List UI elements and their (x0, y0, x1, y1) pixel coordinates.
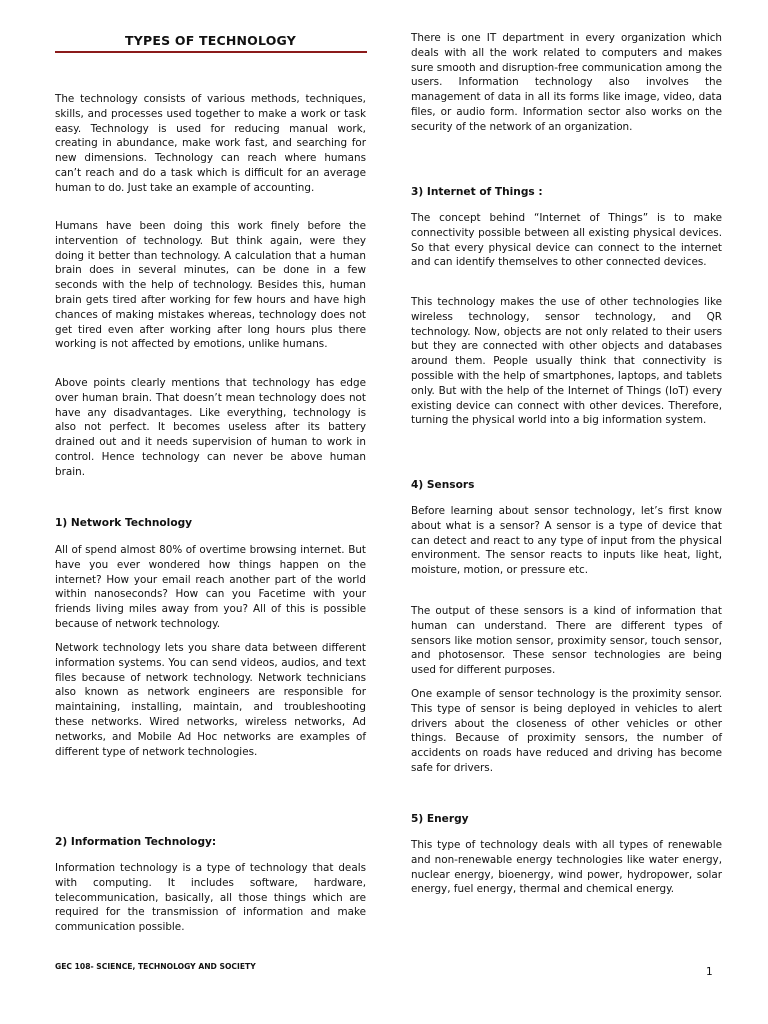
iot-paragraph-2: This technology makes the use of other technologies like wireless technology, sensor technology, and QR technology. Now, objects are not only related to their users but they are connected with other objects and databases around them. People usually think that connectivity is possible with the help of smartphones, laptops, and tablets only. But with the help of the Internet of Things (IoT) every existing device can connect with other devices. Therefore, turning the physical world into a big information system. (411, 296, 722, 427)
energy-paragraph-1: This type of technology deals with all types of renewable and non-renewable energy technologies like water energy, nuclear energy, bioenergy, wind power, hydropower, solar energy, fuel energy, thermal and chemical energy. (411, 839, 722, 896)
page-title: TYPES OF TECHNOLOGY (125, 33, 296, 48)
sensors-paragraph-2: The output of these sensors is a kind of information that human can understand. There are different types of sensors like motion sensor, proximity sensor, touch sensor, and photosensor. These sensor technologies are being used for different purposes. (411, 605, 722, 677)
sensors-paragraph-3: One example of sensor technology is the proximity sensor. This type of sensor is being deployed in vehicles to alert drivers about the closeness of other vehicles or other things. Because of proximity sensors, the number of accidents on roads have reduced and driving has become safe for drivers. (411, 688, 722, 774)
iot-paragraph-1: The concept behind “Internet of Things” is to make connectivity possible between all existing physical devices. So that every physical device can connect to the internet and can identify themselves to other connected devices. (411, 212, 722, 269)
sensors-heading: 4) Sensors (411, 479, 475, 491)
sensors-paragraph-1: Before learning about sensor technology, let’s first know about what is a sensor? A sensor is a type of device that can detect and react to any type of input from the physical environment. The sensor reacts to inputs like heat, light, moisture, motion, or pressure etc. (411, 505, 722, 577)
page-footer: GEC 108- SCIENCE, TECHNOLOGY AND SOCIETY (55, 962, 256, 971)
network-paragraph-2: Network technology lets you share data between different information systems. You can send videos, audios, and text files because of network technology. Network technicians also known as network engineers are responsible for maintaining, installing, maintain, and troubleshooting these networks. Wired networks, wireless networks, Ad networks, and Mobile Ad Hoc networks are examples of different type of network technologies. (55, 642, 366, 758)
intro-paragraph-3: Above points clearly mentions that technology has edge over human brain. That doesn’t mean technology does not have any disadvantages. Like everything, technology is also not perfect. It becomes useless after its battery drained out and it needs supervision of human to work in control. Hence technology can never be above human brain. (55, 377, 366, 478)
internet-of-things-heading: 3) Internet of Things : (411, 186, 543, 198)
information-technology-heading: 2) Information Technology: (55, 836, 217, 848)
information-paragraph-1: Information technology is a type of technology that deals with computing. It includes software, hardware, telecommunication, basically, all those things which are required for the transmission of information and make communication possible. (55, 862, 366, 934)
intro-paragraph-1: The technology consists of various methods, techniques, skills, and processes used together to make a work or task easy. Technology is used for reducing manual work, creating in abundance, make work fast, and searching for new dimensions. Technology can reach where humans can’t reach and do a task which is difficult for an average human to do. Just take an example of accounting. (55, 93, 366, 194)
network-paragraph-1: All of spend almost 80% of overtime browsing internet. But have you ever wondered how things happen on the internet? How your email reach another part of the world within nanoseconds? How can you Facetime with your friends living miles away from you? All of this is possible because of network technology. (55, 544, 366, 630)
page-number: 1 (706, 966, 713, 978)
title-rule (55, 51, 367, 53)
intro-paragraph-2: Humans have been doing this work finely before the intervention of technology. But think again, were they doing it better than technology. A calculation that a human brain does in several minutes, can be done in a few seconds with the help of technology. Besides this, human brain gets tired after working for few hours and have high chances of making mistakes whereas, technology does not get tired even after working after long hours plus there working is not affected by emotions, unlike humans. (55, 220, 366, 351)
network-technology-heading: 1) Network Technology (55, 517, 193, 529)
energy-heading: 5) Energy (411, 813, 469, 825)
information-paragraph-2: There is one IT department in every organization which deals with all the work related to computers and makes sure smooth and disruption-free communication among the users. Information technology also involves the management of data in all its forms like image, video, data files, or audio form. Information sector also works on the security of the network of an organization. (411, 32, 722, 133)
